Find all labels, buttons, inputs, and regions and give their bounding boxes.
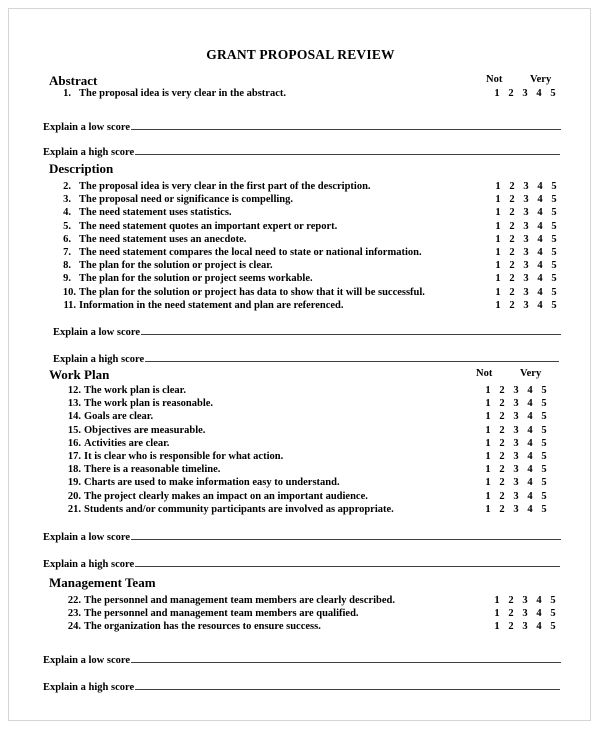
item-number: 4.: [63, 207, 71, 219]
rating-option-3[interactable]: 3: [513, 437, 519, 449]
review-item: [9, 410, 592, 423]
rating-option-1[interactable]: 1: [494, 621, 500, 633]
rating-option-4[interactable]: 4: [537, 299, 543, 311]
review-item: [9, 490, 592, 503]
rating-scale: [491, 193, 561, 206]
rating-option-3[interactable]: 3: [513, 398, 519, 410]
rating-scale: [490, 87, 560, 100]
rating-option-2[interactable]: 2: [509, 299, 515, 311]
rating-option-4[interactable]: 4: [536, 595, 542, 606]
item-number: 11.: [63, 299, 76, 311]
rating-option-2[interactable]: 2: [499, 437, 505, 449]
item-number: 22.: [67, 595, 81, 606]
rating-option-3[interactable]: 3: [522, 621, 528, 633]
rating-option-4[interactable]: 4: [537, 273, 543, 285]
explain-low-description: [53, 322, 561, 337]
item-number: 1.: [63, 88, 71, 99]
review-item: [9, 424, 592, 437]
rating-option-5[interactable]: 5: [541, 424, 547, 436]
explain-low-abstract: [43, 117, 561, 132]
review-item: [9, 299, 592, 312]
rating-option-3[interactable]: 3: [513, 503, 519, 515]
explain-high-management-team: [43, 677, 560, 692]
rating-option-1[interactable]: 1: [485, 503, 491, 515]
item-text: The personnel and management team members are qualified.: [84, 608, 359, 620]
rating-scale: [491, 180, 561, 193]
rating-option-4[interactable]: 4: [527, 477, 533, 489]
rating-option-5[interactable]: 5: [550, 88, 556, 99]
review-item: [9, 594, 592, 607]
rating-option-2[interactable]: 2: [509, 260, 515, 272]
explain-low-input[interactable]: [141, 324, 561, 335]
rating-option-5[interactable]: 5: [550, 608, 556, 620]
explain-high-label: Explain a high score: [53, 354, 145, 365]
review-item: [9, 206, 592, 219]
rating-scale: [481, 463, 551, 476]
rating-option-4[interactable]: 4: [537, 220, 543, 232]
rating-option-2[interactable]: 2: [509, 207, 515, 219]
rating-option-5[interactable]: 5: [551, 181, 557, 192]
section-heading-abstract: Abstract: [49, 73, 98, 88]
scale-header-abstract: [486, 74, 551, 85]
rating-option-4[interactable]: 4: [536, 608, 542, 620]
rating-option-3[interactable]: 3: [513, 450, 519, 462]
rating-scale: [491, 259, 561, 272]
rating-option-2[interactable]: 2: [508, 608, 514, 620]
item-number: 13.: [67, 398, 81, 410]
rating-option-1[interactable]: 1: [485, 398, 491, 410]
rating-option-3[interactable]: 3: [513, 411, 519, 423]
item-number: 7.: [63, 246, 71, 258]
review-item: [9, 463, 592, 476]
rating-option-2[interactable]: 2: [499, 411, 505, 423]
review-item: [9, 233, 592, 246]
rating-option-3[interactable]: 3: [513, 464, 519, 476]
rating-option-5[interactable]: 5: [551, 260, 557, 272]
rating-scale: [481, 490, 551, 503]
rating-option-3[interactable]: 3: [523, 207, 529, 219]
rating-option-3[interactable]: 3: [522, 608, 528, 620]
review-item: [9, 397, 592, 410]
item-number: 16.: [67, 437, 81, 449]
rating-scale: [491, 206, 561, 219]
rating-option-5[interactable]: 5: [550, 595, 556, 606]
document-sheet: [9, 9, 592, 722]
explain-low-work-plan: [43, 527, 561, 542]
review-item: [9, 193, 592, 206]
rating-option-5[interactable]: 5: [541, 385, 547, 396]
rating-scale: [491, 246, 561, 259]
rating-option-4[interactable]: 4: [527, 411, 533, 423]
rating-option-2[interactable]: 2: [508, 595, 514, 606]
rating-option-3[interactable]: 3: [523, 286, 529, 298]
rating-option-5[interactable]: 5: [551, 220, 557, 232]
item-list-work-plan: [9, 384, 592, 516]
rating-scale: [481, 476, 551, 489]
explain-high-input[interactable]: [135, 144, 560, 155]
rating-option-2[interactable]: 2: [499, 424, 505, 436]
review-item: [9, 87, 592, 100]
section-heading-management-team: Management Team: [49, 575, 156, 590]
rating-option-5[interactable]: 5: [541, 503, 547, 515]
rating-option-5[interactable]: 5: [541, 490, 547, 502]
rating-option-3[interactable]: 3: [523, 299, 529, 311]
rating-option-2[interactable]: 2: [499, 464, 505, 476]
item-text: Objectives are measurable.: [84, 424, 206, 436]
rating-option-1[interactable]: 1: [495, 286, 501, 298]
rating-option-2[interactable]: 2: [509, 220, 515, 232]
rating-option-1[interactable]: 1: [485, 450, 491, 462]
item-text: The plan for the solution or project has data to show that it will be successful.: [79, 286, 425, 298]
rating-option-4[interactable]: 4: [537, 286, 543, 298]
item-text: Goals are clear.: [84, 411, 154, 423]
rating-option-3[interactable]: 3: [523, 220, 529, 232]
rating-option-3[interactable]: 3: [513, 477, 519, 489]
rating-option-2[interactable]: 2: [509, 286, 515, 298]
explain-low-input[interactable]: [131, 652, 561, 663]
item-text: The need statement quotes an important expert or report.: [79, 220, 338, 232]
rating-scale: [491, 233, 561, 246]
rating-option-4[interactable]: 4: [537, 233, 543, 245]
rating-option-3[interactable]: 3: [523, 233, 529, 245]
rating-option-2[interactable]: 2: [499, 385, 505, 396]
item-number: 18.: [67, 464, 81, 476]
explain-low-input[interactable]: [131, 529, 561, 540]
rating-option-1[interactable]: 1: [495, 273, 501, 285]
rating-option-3[interactable]: 3: [522, 88, 528, 99]
review-item: [9, 450, 592, 463]
rating-option-4[interactable]: 4: [527, 464, 533, 476]
rating-option-4[interactable]: 4: [527, 450, 533, 462]
review-item: [9, 437, 592, 450]
rating-option-5[interactable]: 5: [551, 207, 557, 219]
rating-option-2[interactable]: 2: [509, 181, 515, 192]
rating-scale: [491, 286, 561, 299]
rating-scale: [491, 299, 561, 312]
item-text: The personnel and management team members are clearly described.: [84, 595, 395, 606]
item-text: It is clear who is responsible for what action.: [84, 450, 284, 462]
item-number: 21.: [67, 503, 81, 515]
rating-option-1[interactable]: 1: [495, 233, 501, 245]
review-item: [9, 503, 592, 516]
rating-scale: [481, 424, 551, 437]
rating-option-2[interactable]: 2: [509, 273, 515, 285]
rating-option-2[interactable]: 2: [499, 477, 505, 489]
scale-high-label: Very: [530, 74, 552, 85]
rating-option-1[interactable]: 1: [494, 595, 500, 606]
item-list-description: [9, 180, 592, 312]
item-text: The work plan is clear.: [84, 385, 186, 396]
rating-option-1[interactable]: 1: [485, 477, 491, 489]
document-page: [8, 8, 591, 721]
page-title: GRANT PROPOSAL REVIEW: [206, 47, 395, 62]
item-text: There is a reasonable timeline.: [84, 464, 221, 476]
explain-high-label: Explain a high score: [43, 682, 135, 693]
rating-option-5[interactable]: 5: [551, 194, 557, 206]
rating-option-3[interactable]: 3: [522, 595, 528, 606]
rating-option-4[interactable]: 4: [536, 88, 542, 99]
explain-low-label: Explain a low score: [43, 655, 131, 666]
item-number: 19.: [67, 477, 81, 489]
item-text: The need statement uses an anecdote.: [79, 233, 247, 245]
rating-option-5[interactable]: 5: [541, 464, 547, 476]
rating-scale: [490, 594, 560, 607]
rating-option-4[interactable]: 4: [527, 385, 533, 396]
rating-option-4[interactable]: 4: [527, 398, 533, 410]
item-list-abstract: [9, 87, 592, 100]
review-item: [9, 607, 592, 620]
rating-option-3[interactable]: 3: [513, 424, 519, 436]
rating-option-4[interactable]: 4: [527, 490, 533, 502]
rating-option-1[interactable]: 1: [494, 608, 500, 620]
rating-option-1[interactable]: 1: [485, 424, 491, 436]
rating-scale: [491, 272, 561, 285]
rating-option-5[interactable]: 5: [541, 450, 547, 462]
explain-low-label: Explain a low score: [43, 122, 131, 133]
rating-option-1[interactable]: 1: [495, 260, 501, 272]
rating-scale: [481, 450, 551, 463]
rating-option-3[interactable]: 3: [523, 260, 529, 272]
explain-low-input[interactable]: [131, 119, 561, 130]
section-heading-work-plan: Work Plan: [49, 367, 110, 382]
item-number: 6.: [63, 233, 71, 245]
rating-scale: [481, 437, 551, 450]
rating-option-2[interactable]: 2: [499, 398, 505, 410]
scale-header-work-plan: [476, 368, 541, 379]
item-number: 5.: [63, 220, 71, 232]
explain-high-input[interactable]: [145, 351, 559, 362]
item-text: Activities are clear.: [84, 437, 170, 449]
rating-scale: [490, 620, 560, 633]
review-item: [9, 476, 592, 489]
rating-option-3[interactable]: 3: [523, 246, 529, 258]
rating-option-4[interactable]: 4: [527, 503, 533, 515]
item-number: 2.: [63, 181, 71, 192]
item-text: Information in the need statement and plan are referenced.: [79, 299, 344, 311]
item-text: The need statement compares the local need to state or national information.: [79, 246, 422, 258]
rating-option-2[interactable]: 2: [499, 503, 505, 515]
item-number: 12.: [67, 385, 81, 396]
rating-option-5[interactable]: 5: [541, 477, 547, 489]
item-text: The plan for the solution or project is clear.: [79, 260, 273, 272]
rating-scale: [481, 384, 551, 397]
explain-low-management-team: [43, 650, 561, 665]
review-item: [9, 286, 592, 299]
rating-option-2[interactable]: 2: [508, 621, 514, 633]
scale-low-label: Not: [476, 368, 493, 379]
rating-option-5[interactable]: 5: [550, 621, 556, 633]
rating-scale: [481, 410, 551, 423]
rating-option-5[interactable]: 5: [551, 299, 557, 311]
rating-option-5[interactable]: 5: [541, 411, 547, 423]
item-number: 17.: [67, 450, 81, 462]
item-text: Charts are used to make information easy to understand.: [84, 477, 340, 489]
rating-option-3[interactable]: 3: [513, 490, 519, 502]
review-item: [9, 180, 592, 193]
review-item: [9, 272, 592, 285]
rating-option-4[interactable]: 4: [536, 621, 542, 633]
rating-option-2[interactable]: 2: [508, 88, 514, 99]
item-text: The proposal need or significance is compelling.: [79, 194, 293, 206]
rating-option-1[interactable]: 1: [495, 220, 501, 232]
item-text: The proposal idea is very clear in the abstract.: [79, 88, 286, 99]
explain-high-label: Explain a high score: [43, 147, 135, 158]
item-text: The organization has the resources to ensure success.: [84, 621, 321, 633]
item-text: The proposal idea is very clear in the first part of the description.: [79, 181, 371, 192]
rating-option-1[interactable]: 1: [495, 246, 501, 258]
rating-option-4[interactable]: 4: [537, 260, 543, 272]
explain-high-abstract: [43, 142, 560, 157]
review-item: [9, 246, 592, 259]
scale-low-label: Not: [486, 74, 503, 85]
scale-high-label: Very: [520, 368, 542, 379]
rating-option-4[interactable]: 4: [527, 437, 533, 449]
rating-option-5[interactable]: 5: [541, 398, 547, 410]
rating-scale: [490, 607, 560, 620]
rating-option-1[interactable]: 1: [485, 464, 491, 476]
item-number: 8.: [63, 260, 71, 272]
rating-option-5[interactable]: 5: [551, 246, 557, 258]
rating-option-3[interactable]: 3: [523, 273, 529, 285]
rating-option-5[interactable]: 5: [551, 286, 557, 298]
item-number: 24.: [67, 621, 81, 633]
rating-scale: [481, 503, 551, 516]
rating-option-1[interactable]: 1: [485, 385, 491, 396]
item-text: The need statement uses statistics.: [79, 207, 232, 219]
rating-option-5[interactable]: 5: [541, 437, 547, 449]
rating-option-2[interactable]: 2: [499, 450, 505, 462]
rating-option-4[interactable]: 4: [537, 207, 543, 219]
rating-option-1[interactable]: 1: [495, 207, 501, 219]
rating-option-1[interactable]: 1: [494, 88, 500, 99]
item-number: 20.: [67, 490, 81, 502]
explain-high-description: [53, 349, 559, 364]
item-number: 9.: [63, 273, 71, 285]
rating-option-2[interactable]: 2: [499, 490, 505, 502]
rating-option-3[interactable]: 3: [523, 181, 529, 192]
item-number: 14.: [67, 411, 81, 423]
explain-high-work-plan: [43, 554, 560, 569]
rating-option-3[interactable]: 3: [523, 194, 529, 206]
rating-option-1[interactable]: 1: [495, 194, 501, 206]
section-heading-description: Description: [49, 161, 114, 176]
rating-option-1[interactable]: 1: [485, 437, 491, 449]
rating-option-2[interactable]: 2: [509, 246, 515, 258]
rating-option-4[interactable]: 4: [527, 424, 533, 436]
rating-scale: [491, 220, 561, 233]
rating-option-1[interactable]: 1: [485, 490, 491, 502]
review-item: [9, 259, 592, 272]
explain-high-label: Explain a high score: [43, 559, 135, 570]
explain-high-input[interactable]: [135, 679, 560, 690]
rating-option-1[interactable]: 1: [495, 181, 501, 192]
rating-option-4[interactable]: 4: [537, 181, 543, 192]
rating-option-2[interactable]: 2: [509, 233, 515, 245]
explain-high-input[interactable]: [135, 556, 560, 567]
item-number: 10.: [62, 286, 76, 298]
rating-option-4[interactable]: 4: [537, 194, 543, 206]
rating-option-3[interactable]: 3: [513, 385, 519, 396]
rating-option-5[interactable]: 5: [551, 233, 557, 245]
rating-option-5[interactable]: 5: [551, 273, 557, 285]
item-list-management-team: [9, 594, 592, 634]
review-item: [9, 220, 592, 233]
rating-option-1[interactable]: 1: [485, 411, 491, 423]
item-text: The project clearly makes an impact on an important audience.: [84, 490, 368, 502]
item-text: The plan for the solution or project seems workable.: [79, 273, 313, 285]
item-number: 3.: [63, 194, 71, 206]
rating-option-2[interactable]: 2: [509, 194, 515, 206]
review-item: [9, 620, 592, 633]
item-text: Students and/or community participants are involved as appropriate.: [84, 503, 394, 515]
explain-low-label: Explain a low score: [53, 327, 141, 338]
rating-option-4[interactable]: 4: [537, 246, 543, 258]
item-text: The work plan is reasonable.: [84, 398, 214, 410]
item-number: 15.: [67, 424, 81, 436]
rating-scale: [481, 397, 551, 410]
review-item: [9, 384, 592, 397]
explain-low-label: Explain a low score: [43, 532, 131, 543]
item-number: 23.: [67, 608, 81, 620]
rating-option-1[interactable]: 1: [495, 299, 501, 311]
